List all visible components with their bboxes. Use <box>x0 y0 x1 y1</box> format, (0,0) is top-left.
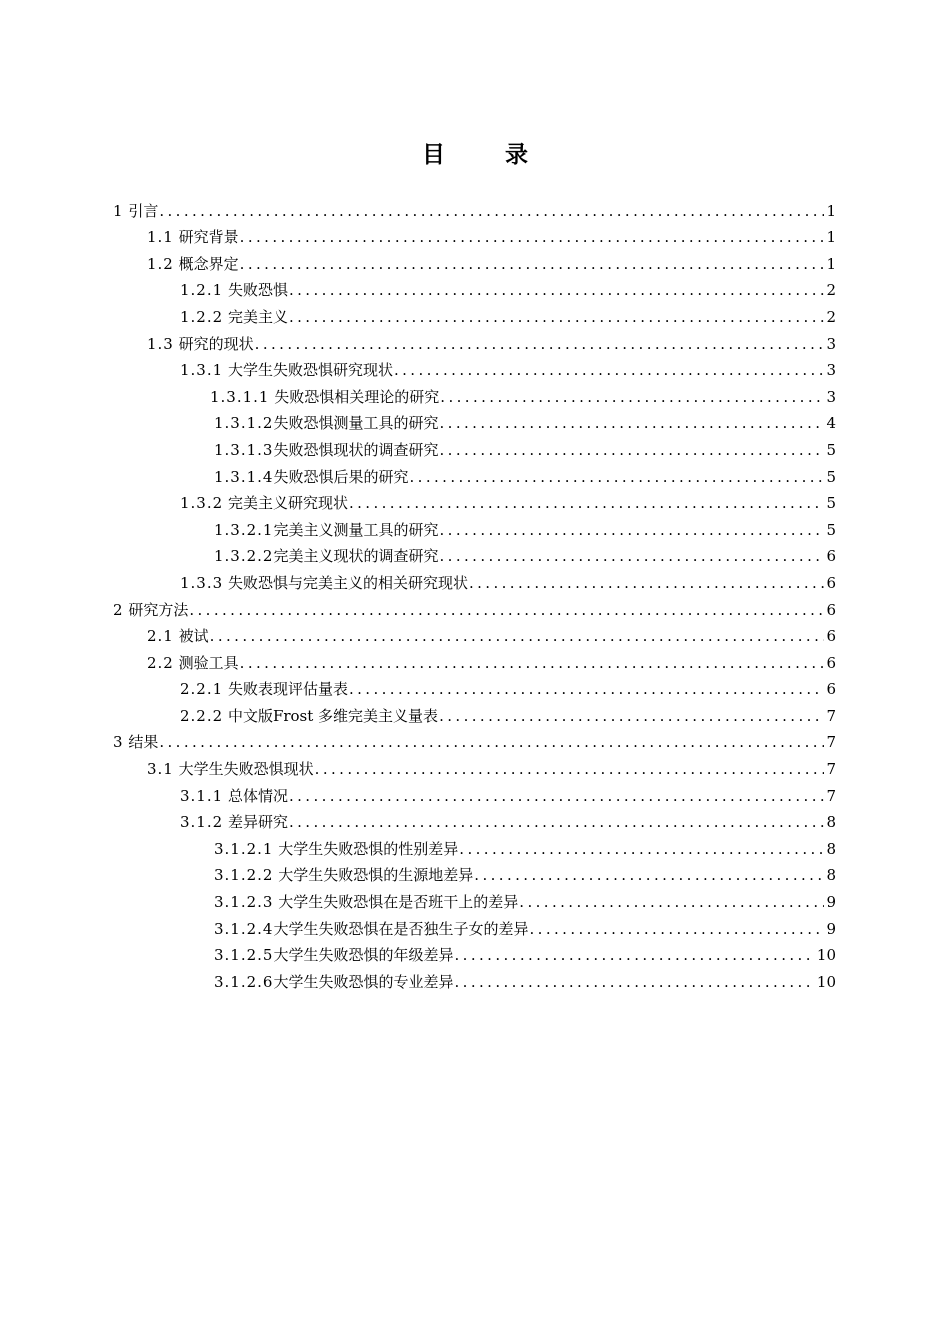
dot-leader <box>459 839 824 859</box>
toc-entry[interactable] <box>0 885 950 912</box>
toc-entry-page: 5 <box>826 494 836 513</box>
toc-entry-title: 大学生失败恐惧研究现状 <box>227 361 393 380</box>
toc-entry[interactable] <box>0 832 950 859</box>
dot-leader <box>240 254 825 274</box>
toc-entry-title: 完美主义 <box>227 307 288 326</box>
toc-entry-title: 大学生失败恐惧的性别差异 <box>278 839 459 858</box>
toc-entry-number: 3.1.2.1 <box>214 839 274 858</box>
toc-entry-title: 完美主义现状的调查研究 <box>273 547 439 566</box>
toc-entry[interactable] <box>0 274 950 301</box>
toc-entry[interactable] <box>0 540 950 567</box>
dot-leader <box>289 280 824 300</box>
toc-entry-title: 完美主义测量工具的研究 <box>273 520 439 539</box>
toc-entry-title: 大学生失败恐惧在是否班干上的差异 <box>278 893 519 912</box>
dot-leader <box>455 972 815 992</box>
toc-entry-title: 大学生失败恐惧现状 <box>178 760 314 779</box>
toc-entry-page: 6 <box>826 547 836 566</box>
toc-entry-page: 6 <box>826 680 836 699</box>
toc-entry-title: 总体情况 <box>227 786 288 805</box>
toc-entry[interactable] <box>0 221 950 248</box>
toc-entry-title: 失败恐惧 <box>227 281 288 300</box>
dot-leader <box>289 307 824 327</box>
toc-entry-page: 4 <box>826 414 836 433</box>
toc-entry-number: 2.2 <box>147 653 174 672</box>
toc-entry[interactable] <box>0 620 950 647</box>
toc-entry[interactable] <box>0 859 950 886</box>
toc-entry-title: 中文版Frost 多维完美主义量表 <box>227 706 439 725</box>
toc-entry-title: 完美主义研究现状 <box>227 494 348 513</box>
toc-entry[interactable] <box>0 566 950 593</box>
toc-entry-number: 1.2.1 <box>180 281 224 300</box>
toc-entry-number: 1 <box>113 201 124 220</box>
toc-entry-page: 7 <box>826 760 836 779</box>
toc-entry[interactable] <box>0 699 950 726</box>
toc-entry-title: 失败恐惧测量工具的研究 <box>273 414 439 433</box>
toc-entry-page: 2 <box>826 307 836 326</box>
toc-entry-number: 1.3 <box>147 334 174 353</box>
toc-entry-page: 1 <box>826 228 836 247</box>
page-title: 目 录 <box>421 142 554 168</box>
toc-entry-page: 6 <box>826 573 836 592</box>
toc-entry-page: 10 <box>816 946 836 965</box>
dot-leader <box>440 546 825 566</box>
toc-entry-title: 失败恐惧与完美主义的相关研究现状 <box>227 573 468 592</box>
toc-entry-page: 3 <box>826 387 836 406</box>
toc-entry[interactable] <box>0 806 950 833</box>
toc-entry-number: 1.3.2.2 <box>214 547 274 566</box>
toc-entry-number: 1.3.1.3 <box>214 440 274 459</box>
toc-entry-page: 1 <box>826 201 836 220</box>
toc-entry-number: 3 <box>113 733 124 752</box>
toc-entry-page: 2 <box>826 281 836 300</box>
dot-leader <box>210 626 825 646</box>
toc-entry[interactable] <box>0 752 950 779</box>
dot-leader <box>315 759 825 779</box>
toc-entry-title: 结果 <box>128 733 159 752</box>
toc-entry-page: 7 <box>826 733 836 752</box>
toc-entry-number: 1.3.1.1 <box>210 387 270 406</box>
toc-entry[interactable] <box>0 726 950 753</box>
dot-leader <box>440 440 825 460</box>
toc-entry-title: 失败恐惧相关理论的研究 <box>274 387 440 406</box>
toc-entry-page: 3 <box>826 361 836 380</box>
toc-entry-number: 3.1.2.4 <box>214 919 274 938</box>
dot-leader <box>455 945 815 965</box>
toc-entry-title: 概念界定 <box>178 254 239 273</box>
dot-leader <box>159 201 824 221</box>
toc-entry-title: 大学生失败恐惧的专业差异 <box>273 972 454 991</box>
toc-entry-title: 失败表现评估量表 <box>227 680 348 699</box>
toc-entry[interactable] <box>0 939 950 966</box>
dot-leader <box>159 732 824 752</box>
dot-leader <box>289 812 824 832</box>
toc-entry-page: 5 <box>826 440 836 459</box>
toc-entry-number: 2 <box>113 600 124 619</box>
dot-leader <box>440 520 825 540</box>
toc-entry-title: 研究背景 <box>178 228 239 247</box>
toc-entry[interactable] <box>0 460 950 487</box>
dot-leader <box>439 706 824 726</box>
toc-entry-number: 1.3.1 <box>180 361 224 380</box>
toc-entry[interactable] <box>0 513 950 540</box>
toc-entry-title: 大学生失败恐惧的年级差异 <box>273 946 454 965</box>
dot-leader <box>349 493 824 513</box>
dot-leader <box>255 334 825 354</box>
table-of-contents <box>0 194 950 992</box>
dot-leader <box>349 679 824 699</box>
toc-entry-number: 3.1.2.3 <box>214 893 274 912</box>
toc-entry-page: 7 <box>826 706 836 725</box>
toc-entry-title: 研究方法 <box>128 600 189 619</box>
toc-entry-page: 8 <box>826 839 836 858</box>
toc-entry[interactable] <box>0 433 950 460</box>
toc-entry-number: 3.1.2.5 <box>214 946 274 965</box>
toc-entry[interactable] <box>0 407 950 434</box>
toc-entry-title: 差异研究 <box>227 813 288 832</box>
toc-entry[interactable] <box>0 194 950 221</box>
toc-entry-number: 1.2.2 <box>180 307 224 326</box>
toc-entry-number: 2.2.2 <box>180 706 224 725</box>
toc-entry-number: 1.3.2 <box>180 494 224 513</box>
toc-entry-title: 被试 <box>178 627 209 646</box>
toc-entry-page: 8 <box>826 866 836 885</box>
toc-entry-page: 7 <box>826 786 836 805</box>
toc-entry[interactable] <box>0 912 950 939</box>
toc-entry-number: 3.1.1 <box>180 786 224 805</box>
toc-entry[interactable] <box>0 354 950 381</box>
toc-entry-number: 1.3.2.1 <box>214 520 274 539</box>
toc-entry-page: 6 <box>826 653 836 672</box>
toc-entry[interactable] <box>0 965 950 992</box>
toc-entry-number: 2.2.1 <box>180 680 224 699</box>
toc-entry-title: 失败恐惧现状的调查研究 <box>273 440 439 459</box>
toc-entry-page: 6 <box>826 600 836 619</box>
toc-entry-page: 5 <box>826 467 836 486</box>
toc-entry-number: 1.3.1.2 <box>214 414 274 433</box>
toc-entry[interactable] <box>0 247 950 274</box>
toc-entry-title: 大学生失败恐惧的生源地差异 <box>278 866 474 885</box>
dot-leader <box>289 786 824 806</box>
toc-entry-page: 9 <box>826 919 836 938</box>
dot-leader <box>394 360 824 380</box>
dot-leader <box>240 227 825 247</box>
dot-leader <box>410 467 825 487</box>
toc-entry-number: 2.1 <box>147 627 174 646</box>
dot-leader <box>440 413 825 433</box>
toc-entry[interactable] <box>0 487 950 514</box>
toc-entry-page: 1 <box>826 254 836 273</box>
toc-entry-number: 3.1.2.2 <box>214 866 274 885</box>
toc-entry[interactable] <box>0 779 950 806</box>
toc-entry[interactable] <box>0 646 950 673</box>
toc-entry-page: 8 <box>826 813 836 832</box>
toc-entry[interactable] <box>0 673 950 700</box>
dot-leader <box>530 919 825 939</box>
toc-entry-number: 1.2 <box>147 254 174 273</box>
dot-leader <box>240 653 825 673</box>
toc-entry-number: 3.1.2.6 <box>214 972 274 991</box>
dot-leader <box>440 387 824 407</box>
toc-entry[interactable] <box>0 380 950 407</box>
dot-leader <box>189 600 824 620</box>
toc-entry-title: 测验工具 <box>178 653 239 672</box>
toc-entry-page: 10 <box>816 972 836 991</box>
toc-entry-title: 大学生失败恐惧在是否独生子女的差异 <box>273 919 529 938</box>
toc-entry-title: 研究的现状 <box>178 334 254 353</box>
toc-entry-number: 3.1 <box>147 760 174 779</box>
toc-entry[interactable] <box>0 327 950 354</box>
dot-leader <box>469 573 824 593</box>
toc-entry-title: 失败恐惧后果的研究 <box>273 467 409 486</box>
toc-entry[interactable] <box>0 300 950 327</box>
toc-entry-number: 3.1.2 <box>180 813 224 832</box>
toc-entry-page: 5 <box>826 520 836 539</box>
toc-entry-page: 9 <box>826 893 836 912</box>
toc-entry-number: 1.1 <box>147 228 174 247</box>
toc-entry-number: 1.3.1.4 <box>214 467 274 486</box>
toc-entry-page: 6 <box>826 627 836 646</box>
toc-entry[interactable] <box>0 593 950 620</box>
dot-leader <box>474 865 824 885</box>
toc-entry-number: 1.3.3 <box>180 573 224 592</box>
dot-leader <box>519 892 824 912</box>
toc-entry-title: 引言 <box>128 201 159 220</box>
toc-entry-page: 3 <box>826 334 836 353</box>
